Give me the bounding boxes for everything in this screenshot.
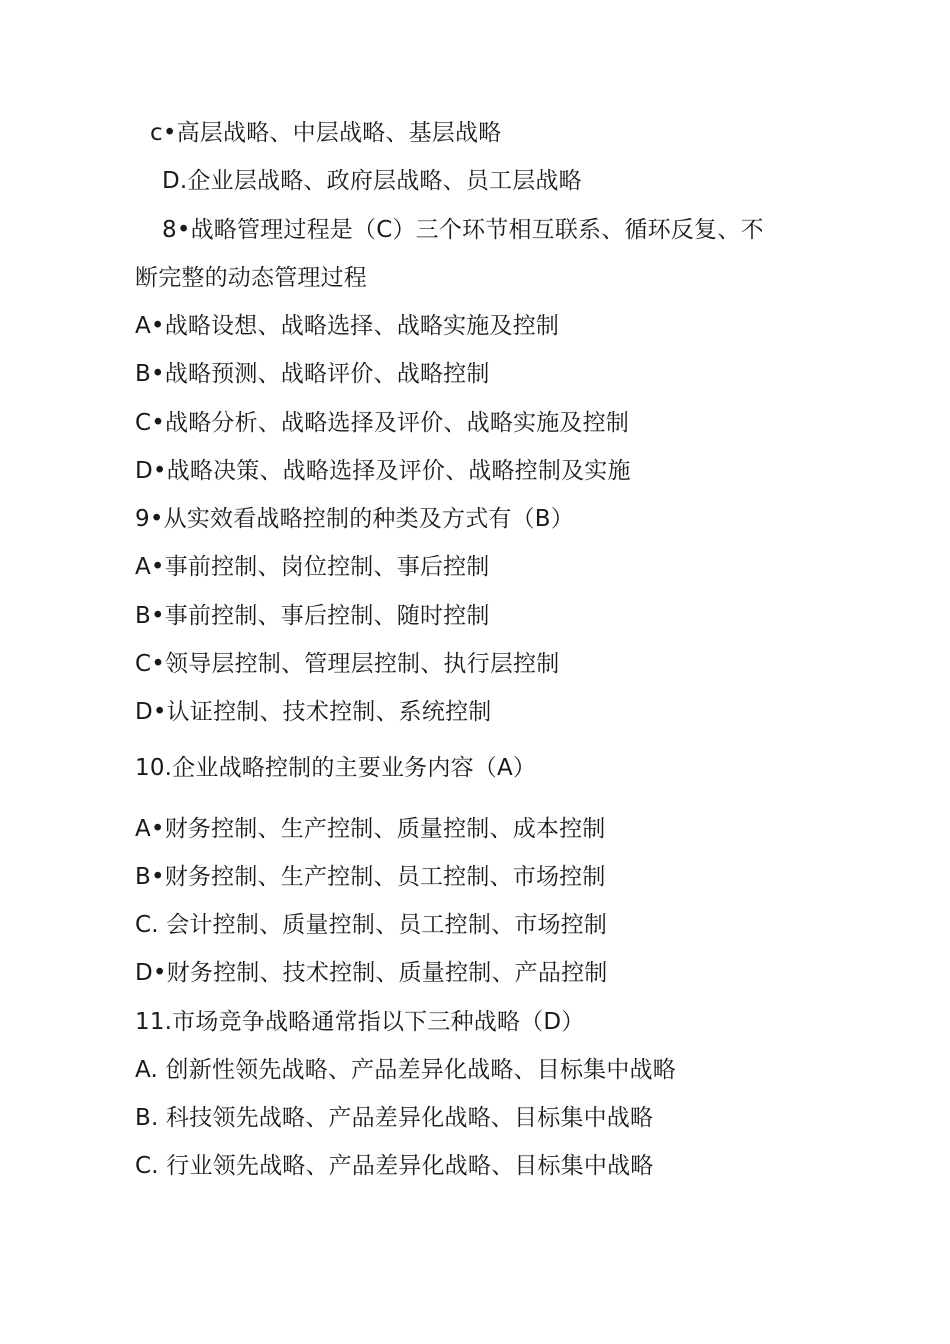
- question-10: 10.企业战略控制的主要业务内容（A）: [135, 755, 537, 781]
- option-b-q9: B•事前控制、事后控制、随时控制: [135, 603, 490, 629]
- option-b-q11: B. 科技领先战略、产品差异化战略、目标集中战略: [135, 1105, 654, 1131]
- option-c-q11: C. 行业领先战略、产品差异化战略、目标集中战略: [135, 1153, 654, 1179]
- option-a-q11: A. 创新性领先战略、产品差异化战略、目标集中战略: [135, 1057, 676, 1083]
- option-b-q10: B•财务控制、生产控制、员工控制、市场控制: [135, 864, 606, 890]
- option-d-q9: D•认证控制、技术控制、系统控制: [135, 699, 492, 725]
- option-a-q8: A•战略设想、战略选择、战略实施及控制: [135, 313, 560, 339]
- option-c-q10: C. 会计控制、质量控制、员工控制、市场控制: [135, 912, 608, 938]
- question-11: 11.市场竞争战略通常指以下三种战略（D）: [135, 1009, 585, 1035]
- option-a-q10: A•财务控制、生产控制、质量控制、成本控制: [135, 816, 606, 842]
- option-b-q8: B•战略预测、战略评价、战略控制: [135, 361, 490, 387]
- option-a-q9: A•事前控制、岗位控制、事后控制: [135, 554, 490, 580]
- question-9: 9•从实效看战略控制的种类及方式有（B）: [135, 506, 574, 532]
- option-c-q8: C•战略分析、战略选择及评价、战略实施及控制: [135, 410, 630, 436]
- question-8: 8•战略管理过程是（C）三个环节相互联系、循环反复、不: [162, 217, 764, 243]
- option-d-q8: D•战略决策、战略选择及评价、战略控制及实施: [135, 458, 631, 484]
- option-c-q9: C•领导层控制、管理层控制、执行层控制: [135, 651, 560, 677]
- option-d-q10: D•财务控制、技术控制、质量控制、产品控制: [135, 960, 608, 986]
- option-d-q7: D.企业层战略、政府层战略、员工层战略: [162, 168, 582, 194]
- question-8-continued: 断完整的动态管理过程: [135, 265, 367, 291]
- option-c-q7: c•高层战略、中层战略、基层战略: [150, 120, 502, 146]
